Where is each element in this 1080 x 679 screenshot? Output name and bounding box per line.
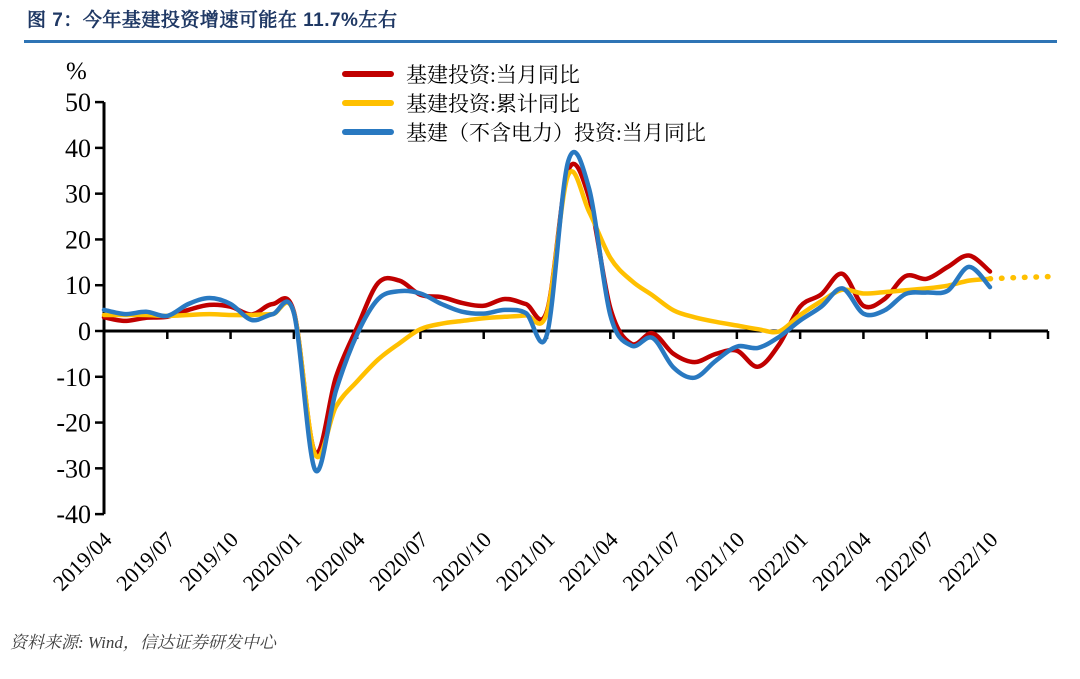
series-cumulative-yoy-line — [104, 171, 990, 457]
x-axis-label: 2020/04 — [301, 526, 370, 596]
x-axis-label: 2021/07 — [617, 526, 687, 596]
y-axis-label: -10 — [56, 362, 91, 392]
legend-item-cumulative-yoy — [342, 91, 706, 114]
x-axis-label: 2021/10 — [680, 526, 750, 596]
y-axis-label: 0 — [78, 317, 91, 346]
x-axis-label: 2020/01 — [237, 526, 307, 596]
figure-title: 图 7：今年基建投资增速可能在 11.7%左右 — [27, 10, 398, 31]
x-axis-label: 2022/07 — [870, 526, 940, 596]
y-axis-label: 40 — [65, 133, 91, 163]
y-axis-label: -40 — [56, 500, 91, 530]
x-axis-label: 2022/10 — [933, 526, 1003, 596]
legend-item-ex-power-monthly-yoy — [342, 120, 706, 143]
red-line-swatch-icon — [342, 71, 394, 77]
y-axis-label: -20 — [56, 408, 91, 438]
x-axis-label: 2022/01 — [743, 526, 813, 596]
y-axis-label: 20 — [65, 225, 91, 255]
x-axis-label: 2022/04 — [807, 526, 876, 596]
y-axis-unit-label: % — [66, 58, 87, 85]
legend-label: 基建（不含电力）投资:当月同比 — [406, 120, 706, 145]
legend-label: 基建投资:当月同比 — [406, 62, 580, 87]
chart-legend — [342, 62, 706, 143]
source-note: 资料来源: Wind，信达证券研发中心 — [10, 633, 276, 652]
x-axis-label: 2021/04 — [554, 526, 623, 596]
x-axis-label: 2019/10 — [174, 526, 244, 596]
x-axis-label: 2020/10 — [427, 526, 497, 596]
legend-label: 基建投资:累计同比 — [406, 91, 580, 116]
x-axis-label: 2019/04 — [47, 526, 117, 596]
x-axis-label: 2021/01 — [490, 526, 560, 596]
x-axis-label: 2019/07 — [111, 526, 180, 596]
y-axis-label: 50 — [65, 88, 91, 118]
forecast-dotted-line — [990, 277, 1053, 279]
legend-item-monthly-yoy — [342, 62, 706, 85]
y-axis-label: 10 — [65, 271, 91, 301]
y-axis-label: -30 — [56, 454, 91, 484]
blue-line-swatch-icon — [342, 129, 394, 135]
yellow-line-swatch-icon — [342, 100, 394, 106]
y-axis-label: 30 — [65, 179, 91, 209]
x-axis-label: 2020/07 — [364, 526, 433, 596]
